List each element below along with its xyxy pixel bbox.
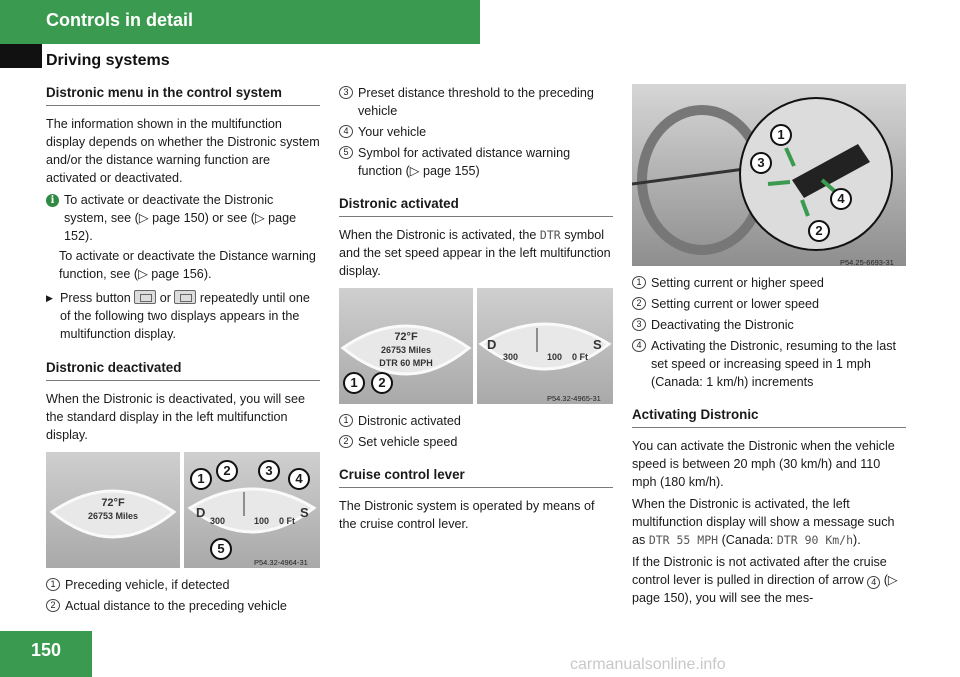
list-item <box>339 144 613 180</box>
text-fragment: When the Distronic is activated, the <box>339 228 537 242</box>
step-pre: Press button <box>60 291 131 305</box>
dtr-speed-readout: DTR 60 MPH <box>379 358 433 368</box>
callout-5: 5 <box>210 538 232 560</box>
info-icon: i <box>46 194 59 207</box>
feet-value: 0 Ft <box>572 352 589 362</box>
callout-3: 3 <box>258 460 280 482</box>
item-number: 3 <box>632 318 646 331</box>
distance-d-label: D <box>196 505 206 520</box>
list-item <box>46 576 320 594</box>
item-text: Setting current or lower speed <box>651 297 820 311</box>
figure-code: P54.32-4965-31 <box>547 394 601 403</box>
display-code: DTR 90 Km/h <box>776 533 854 547</box>
speed-value: 100 <box>547 352 563 362</box>
heading-distronic-deactivated: Distronic deactivated <box>46 359 320 381</box>
text-fragment: (Canada: <box>721 533 774 547</box>
info-text: To activate or deactivate the Distronic system, see (▷ page 150) or see (▷ page 152). <box>64 193 297 243</box>
paragraph: You can activate the Distronic when the vehicle speed is between 20 mph (30 km/h) and 110 mph (180 km/h). <box>632 439 895 489</box>
distance-value: 300 <box>503 352 519 362</box>
heading-distronic-activated: Distronic activated <box>339 195 613 217</box>
item-text: Symbol for activated distance warning function (▷ page 155) <box>358 146 571 178</box>
callout-2: 2 <box>371 372 393 394</box>
item-number: 1 <box>339 414 353 427</box>
step-arrow-icon: ▶ <box>46 293 53 303</box>
odometer-readout: 26753 Miles <box>380 345 432 355</box>
page-number: 150 <box>30 640 62 660</box>
step-post: repeatedly until one of the following two displays appears in the multifunction display. <box>60 291 310 341</box>
temperature-readout: 72°F <box>394 331 418 343</box>
list-item <box>632 295 906 313</box>
item-number: 4 <box>339 125 353 138</box>
odometer-readout: 26753 Miles <box>87 511 139 521</box>
item-number: 3 <box>339 86 353 99</box>
callout-4: 4 <box>830 188 852 210</box>
list-item <box>339 123 613 141</box>
arrow-number: 4 <box>867 576 880 589</box>
list-item <box>632 274 906 292</box>
list-item <box>632 337 906 391</box>
figure-code: P54.25-6693-31 <box>840 258 894 266</box>
list-item <box>339 433 613 451</box>
figure-deactivated-display <box>46 452 320 568</box>
paragraph <box>339 226 613 280</box>
item-text: Activating the Distronic, resuming to the last set speed or increasing speed in 1 mph (Canada: 1 km/h) increments <box>651 339 896 389</box>
watermark: carmanualsonline.info <box>570 656 726 673</box>
list-item <box>46 597 320 615</box>
item-text: Preset distance threshold to the preceding vehicle <box>358 86 594 118</box>
callout-3: 3 <box>750 152 772 174</box>
distance-s-label: S <box>593 337 602 352</box>
list-item <box>339 412 613 430</box>
item-number: 2 <box>632 297 646 310</box>
callout-2: 2 <box>808 220 830 242</box>
item-text: Deactivating the Distronic <box>651 318 794 332</box>
speed-value: 100 <box>254 516 270 526</box>
distance-s-label: S <box>300 505 309 520</box>
lever-illustration <box>632 84 906 266</box>
section-marker <box>0 44 42 68</box>
step-or: or <box>159 291 171 305</box>
display-panel-distance <box>184 452 320 568</box>
text-fragment: (▷ page 150), you will see the mes- <box>632 573 898 605</box>
item-number: 2 <box>46 599 60 612</box>
step-text <box>60 289 320 343</box>
list-item <box>339 84 613 120</box>
column-2 <box>339 84 613 537</box>
item-text: Actual distance to the preceding vehicle <box>65 599 287 613</box>
instruction-step <box>46 289 320 343</box>
display-button-up-icon <box>134 290 156 304</box>
display-code: DTR 55 MPH <box>648 533 719 547</box>
paragraph: When the Distronic is deactivated, you will see the standard display in the left multifunction display. <box>46 392 305 442</box>
item-number: 4 <box>632 339 646 352</box>
feet-value: 0 Ft <box>279 516 296 526</box>
heading-distronic-menu: Distronic menu in the control system <box>46 84 320 106</box>
display-panel-distance <box>477 288 613 404</box>
callout-1: 1 <box>190 468 212 490</box>
distance-value: 300 <box>210 516 226 526</box>
item-text: Distronic activated <box>358 414 461 428</box>
display-code: DTR <box>539 228 561 242</box>
display-button-down-icon <box>174 290 196 304</box>
lever-photo <box>632 84 906 266</box>
callout-4: 4 <box>288 468 310 490</box>
item-text: Your vehicle <box>358 125 427 139</box>
paragraph: The Distronic system is operated by means of the cruise control lever. <box>339 499 595 531</box>
figure-activated-display <box>339 288 613 404</box>
heading-activating-distronic: Activating Distronic <box>632 406 906 428</box>
item-number: 5 <box>339 146 353 159</box>
item-text: Set vehicle speed <box>358 435 458 449</box>
info-text-2: To activate or deactivate the Distance warning function, see (▷ page 156). <box>59 249 316 281</box>
callout-2: 2 <box>216 460 238 482</box>
text-fragment: If the Distronic is not activated after the cruise control lever is pulled in direction of arrow <box>632 555 887 587</box>
callout-1: 1 <box>343 372 365 394</box>
figure-cruise-control-lever <box>632 84 906 266</box>
section-title: Driving systems <box>46 52 170 69</box>
distance-d-label: D <box>487 337 497 352</box>
text-fragment: When the Distronic is activated, the left multifunction display will show a message such as <box>632 497 895 547</box>
chapter-title: Controls in detail <box>46 10 194 30</box>
text-fragment: symbol and the set speed appear in the left multifunction display. <box>339 228 611 278</box>
item-text: Preceding vehicle, if detected <box>65 578 230 592</box>
paragraph <box>632 553 906 607</box>
paragraph <box>632 495 906 549</box>
item-number: 1 <box>632 276 646 289</box>
paragraph: The information shown in the multifunction display depends on whether the Distronic system and/or the distance warning function are activated or deactivated. <box>46 117 320 185</box>
display-panel-standard <box>46 452 180 568</box>
callout-1: 1 <box>770 124 792 146</box>
text-fragment: ). <box>853 533 861 547</box>
item-text: Setting current or higher speed <box>651 276 824 290</box>
item-number: 2 <box>339 435 353 448</box>
column-3 <box>632 84 906 611</box>
display-panel-dtr <box>339 288 473 404</box>
column-1 <box>46 84 320 618</box>
list-item <box>632 316 906 334</box>
figure-code: P54.32-4964-31 <box>254 558 308 567</box>
heading-cruise-control-lever: Cruise control lever <box>339 466 613 488</box>
item-number: 1 <box>46 578 60 591</box>
info-note <box>46 191 320 245</box>
temperature-readout: 72°F <box>101 497 125 509</box>
